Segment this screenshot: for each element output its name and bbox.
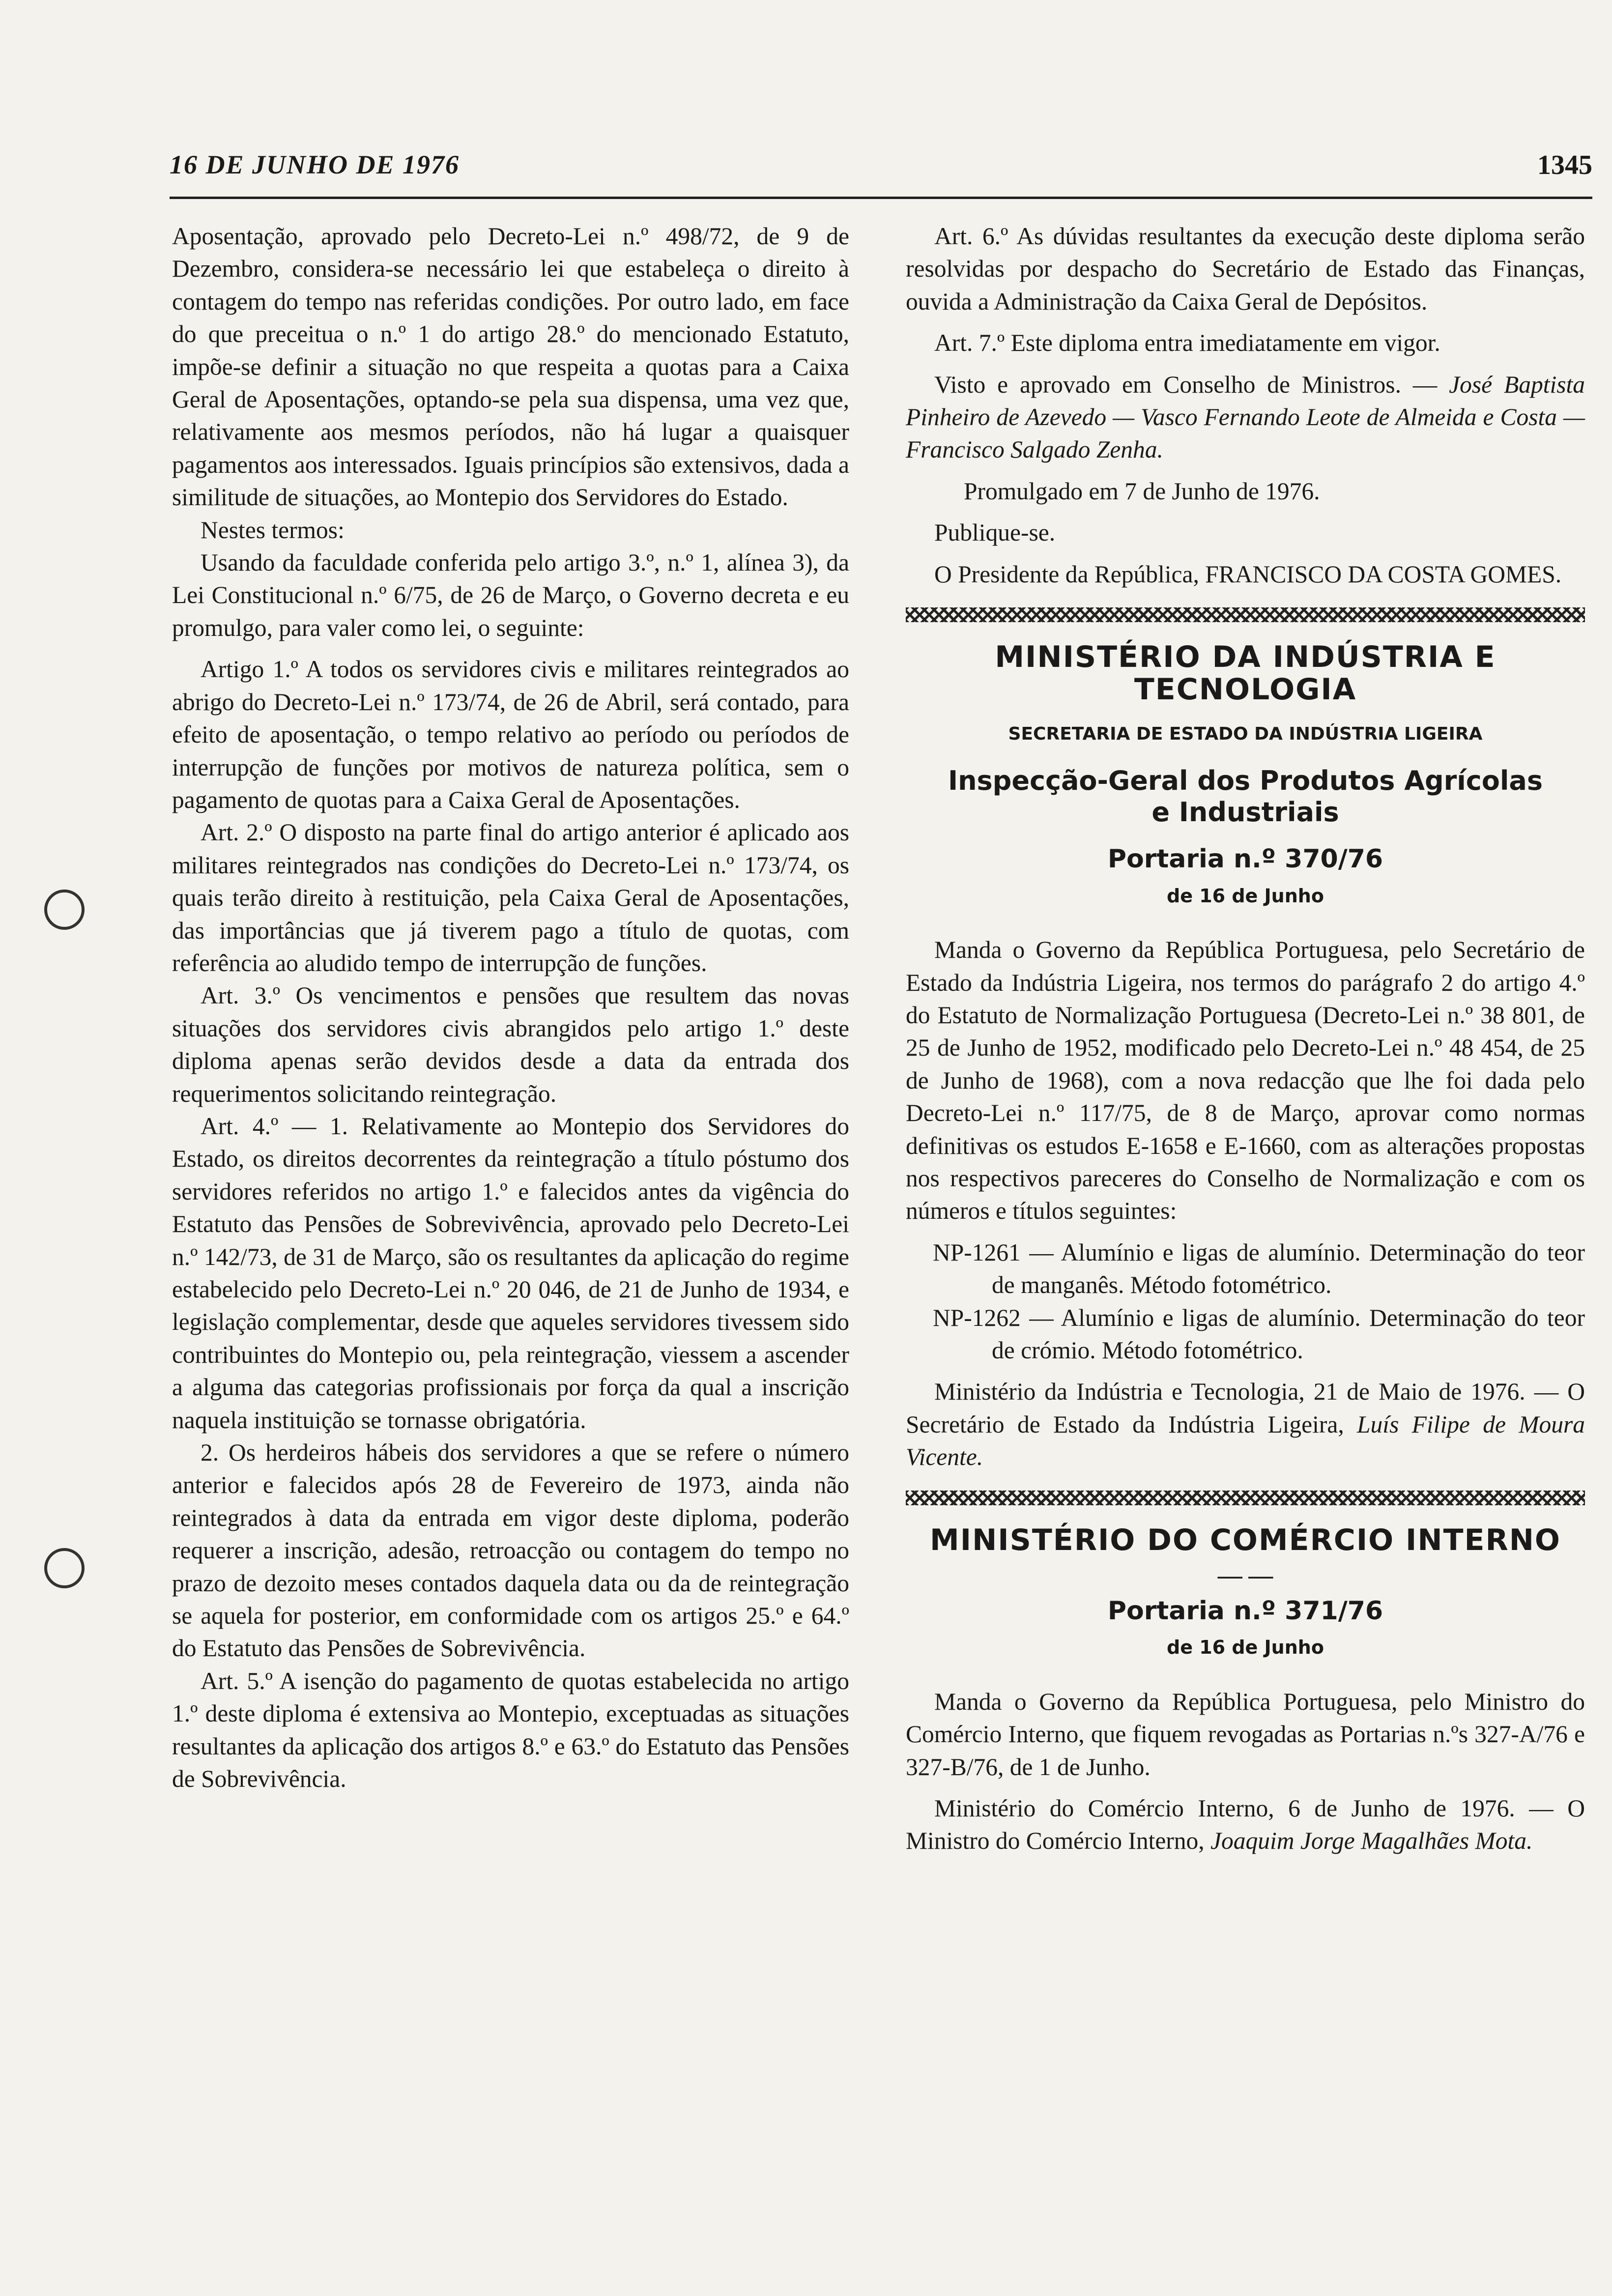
article-1: Artigo 1.º A todos os servidores civis e militares reintegrados ao abrigo do Decreto-Lei n.º 173/74, de 26 de Abril, será contado, para efeito de aposentação, o tempo relativo ao período ou períodos de interrupção de funções por motivos de natureza política, sem o pagamento de quotas para a Caixa Geral de Aposentações.	[172, 656, 849, 813]
page-header	[170, 147, 1592, 199]
paragraph: Usando da faculdade conferida pelo artigo 3.º, n.º 1, alínea 3), da Lei Constitucional n.º 6/75, de 26 de Março, o Governo decreta e eu promulgo, para valer como lei, o seguinte:	[172, 549, 849, 641]
margin-punch-mark	[44, 1548, 85, 1588]
article-3: Art. 3.º Os vencimentos e pensões que resultem das novas situações dos servidores civis abrangidos pelo artigo 1.º deste diploma apenas serão devidos desde a data da entrada dos requerimentos solicitando reintegração.	[172, 982, 849, 1107]
publique-line: Publique-se.	[934, 519, 1056, 546]
visto-lead: Visto e aprovado em Conselho de Ministros. —	[934, 371, 1449, 398]
norm-item: NP-1262 — Alumínio e ligas de alumínio. Determinação do teor de crómio. Método fotométrico.	[933, 1304, 1585, 1364]
inspeccao-line-1: Inspecção-Geral dos Produtos Agrícolas	[948, 765, 1543, 797]
portaria-title: Portaria n.º 370/76	[1107, 844, 1383, 874]
norm-item: NP-1261 — Alumínio e ligas de alumínio. Determinação do teor de manganês. Método fotométrico.	[933, 1238, 1585, 1299]
right-column	[906, 220, 1585, 1858]
article-2: Art. 2.º O disposto na parte final do artigo anterior é aplicado aos militares reintegrados nas condições do Decreto-Lei n.º 173/74, os quais terão direito à restituição, pela Caixa Geral de Aposentações, das importâncias que já tiverem pago a título de quotas, com referência ao aludido tempo de interrupção de funções.	[172, 819, 849, 976]
section-divider	[906, 1491, 1585, 1505]
ministry-title: MINISTÉRIO DA INDÚSTRIA E TECNOLOGIA	[995, 640, 1496, 707]
inspeccao-title	[906, 765, 1585, 828]
page-number: 1345	[1537, 150, 1592, 180]
inspeccao-line-2: e Industriais	[1151, 797, 1339, 828]
paragraph: Aposentação, aprovado pelo Decreto-Lei n.º 498/72, de 9 de Dezembro, considera-se necessário lei que estabeleça o direito à contagem do tempo nas referidas condições. Por outro lado, em face do que preceitua o n.º 1 do artigo 28.º do mencionado Estatuto, impõe-se definir a situação no que respeita a quotas para a Caixa Geral de Aposentações, optando-se pela sua dispensa, uma vez que, relativamente aos mesmos períodos, não há lugar a quaisquer pagamentos aos interessados. Iguais princípios são extensivos, dada a similitude de situações, ao Montepio dos Servidores do Estado.	[172, 223, 849, 511]
visto-paragraph	[906, 369, 1585, 466]
portaria-closing	[906, 1792, 1585, 1858]
paragraph: Nestes termos:	[201, 516, 345, 544]
presidente-line: O Presidente da República, FRANCISCO DA COSTA GOMES.	[934, 560, 1562, 588]
portaria-date: de 16 de Junho	[1167, 1636, 1324, 1659]
article-4: Art. 4.º — 1. Relativamente ao Montepio dos Servidores do Estado, os direitos decorrentes da reintegração a título póstumo dos servidores referidos no artigo 1.º e falecidos antes da vigência do Estatuto das Pensões de Sobrevivência, aprovado pelo Decreto-Lei n.º 142/73, de 31 de Março, são os resultantes da aplicação do regime estabelecido pelo Decreto-Lei n.º 20 046, de 21 de Junho de 1934, e legislação complementar, desde que aqueles servidores tivessem sido contribuintes do Montepio ou, pela reintegração, viessem a ascender a alguma das categorias profissionais por força da qual a inscrição naquela instituição se tornasse obrigatória.	[172, 1112, 849, 1434]
portaria-body: Manda o Governo da República Portuguesa, pelo Secretário de Estado da Indústria Ligeira, nos termos do parágrafo 2 do artigo 4.º do Estatuto de Normalização Portuguesa (Decreto-Lei n.º 38 801, de 25 de Junho de 1952, modificado pelo Decreto-Lei n.º 48 454, de 25 de Junho de 1968), com a nova redacção que lhe foi dada pelo Decreto-Lei n.º 117/75, de 8 de Março, aprovar como normas definitivas os estudos E-1658 e E-1660, com as alterações propostas nos respectivos pareceres do Conselho de Normalização e com os números e títulos seguintes:	[906, 936, 1585, 1225]
portaria-body: Manda o Governo da República Portuguesa, pelo Ministro do Comércio Interno, que fiquem revogadas as Portarias n.ºs 327-A/76 e 327-B/76, de 1 de Junho.	[906, 1688, 1585, 1780]
article-6: Art. 6.º As dúvidas resultantes da execução deste diploma serão resolvidas por despacho do Secretário de Estado das Finanças, ouvida a Administração da Caixa Geral de Depósitos.	[906, 223, 1585, 315]
portaria-date: de 16 de Junho	[1167, 885, 1324, 907]
margin-punch-mark	[44, 890, 85, 930]
closing-signatory: Joaquim Jorge Magalhães Mota.	[1210, 1827, 1533, 1855]
section-divider	[906, 607, 1585, 622]
article-4-2: 2. Os herdeiros hábeis dos servidores a que se refere o número anterior e falecidos após 28 de Fevereiro de 1973, ainda não reintegrados à data da entrada em vigor deste diploma, poderão requerer a inscrição, adesão, retroacção ou contagem do tempo no prazo de dezoito meses contados daquela data ou da de reintegração se aquela for posterior, em conformidade com os artigos 25.º e 64.º do Estatuto das Pensões de Sobrevivência.	[172, 1439, 849, 1662]
closing-lead: Ministério do Comércio Interno, 6 de Junho de 1976. — O Ministro do Comércio Interno,	[906, 1795, 1585, 1855]
article-7: Art. 7.º Este diploma entra imediatamente em vigor.	[934, 329, 1440, 357]
ministry-title: MINISTÉRIO DO COMÉRCIO INTERNO	[930, 1522, 1561, 1557]
portaria-title: Portaria n.º 371/76	[1107, 1596, 1383, 1626]
closing-lead: Ministério da Indústria e Tecnologia, 21 de Maio de 1976. — O Secretário de Estado da Indústria Ligeira,	[906, 1378, 1585, 1438]
promulgado-line: Promulgado em 7 de Junho de 1976.	[964, 477, 1320, 505]
visto-signatories: José Baptista Pinheiro de Azevedo — Vasco Fernando Leote de Almeida e Costa — Francisco Salgado Zenha.	[906, 371, 1585, 463]
secretaria-title: SECRETARIA DE ESTADO DA INDÚSTRIA LIGEIRA	[1008, 723, 1483, 744]
title-dash: — —	[1217, 1561, 1273, 1589]
closing-signatory: Luís Filipe de Moura Vicente.	[906, 1410, 1585, 1471]
portaria-closing	[906, 1376, 1585, 1473]
header-date: 16 DE JUNHO DE 1976	[170, 150, 460, 179]
left-column	[172, 220, 849, 1796]
article-5: Art. 5.º A isenção do pagamento de quotas estabelecida no artigo 1.º deste diploma é extensiva ao Montepio, exceptuadas as situações resultantes da aplicação dos artigos 8.º e 63.º do Estatuto das Pensões de Sobrevivência.	[172, 1667, 849, 1793]
